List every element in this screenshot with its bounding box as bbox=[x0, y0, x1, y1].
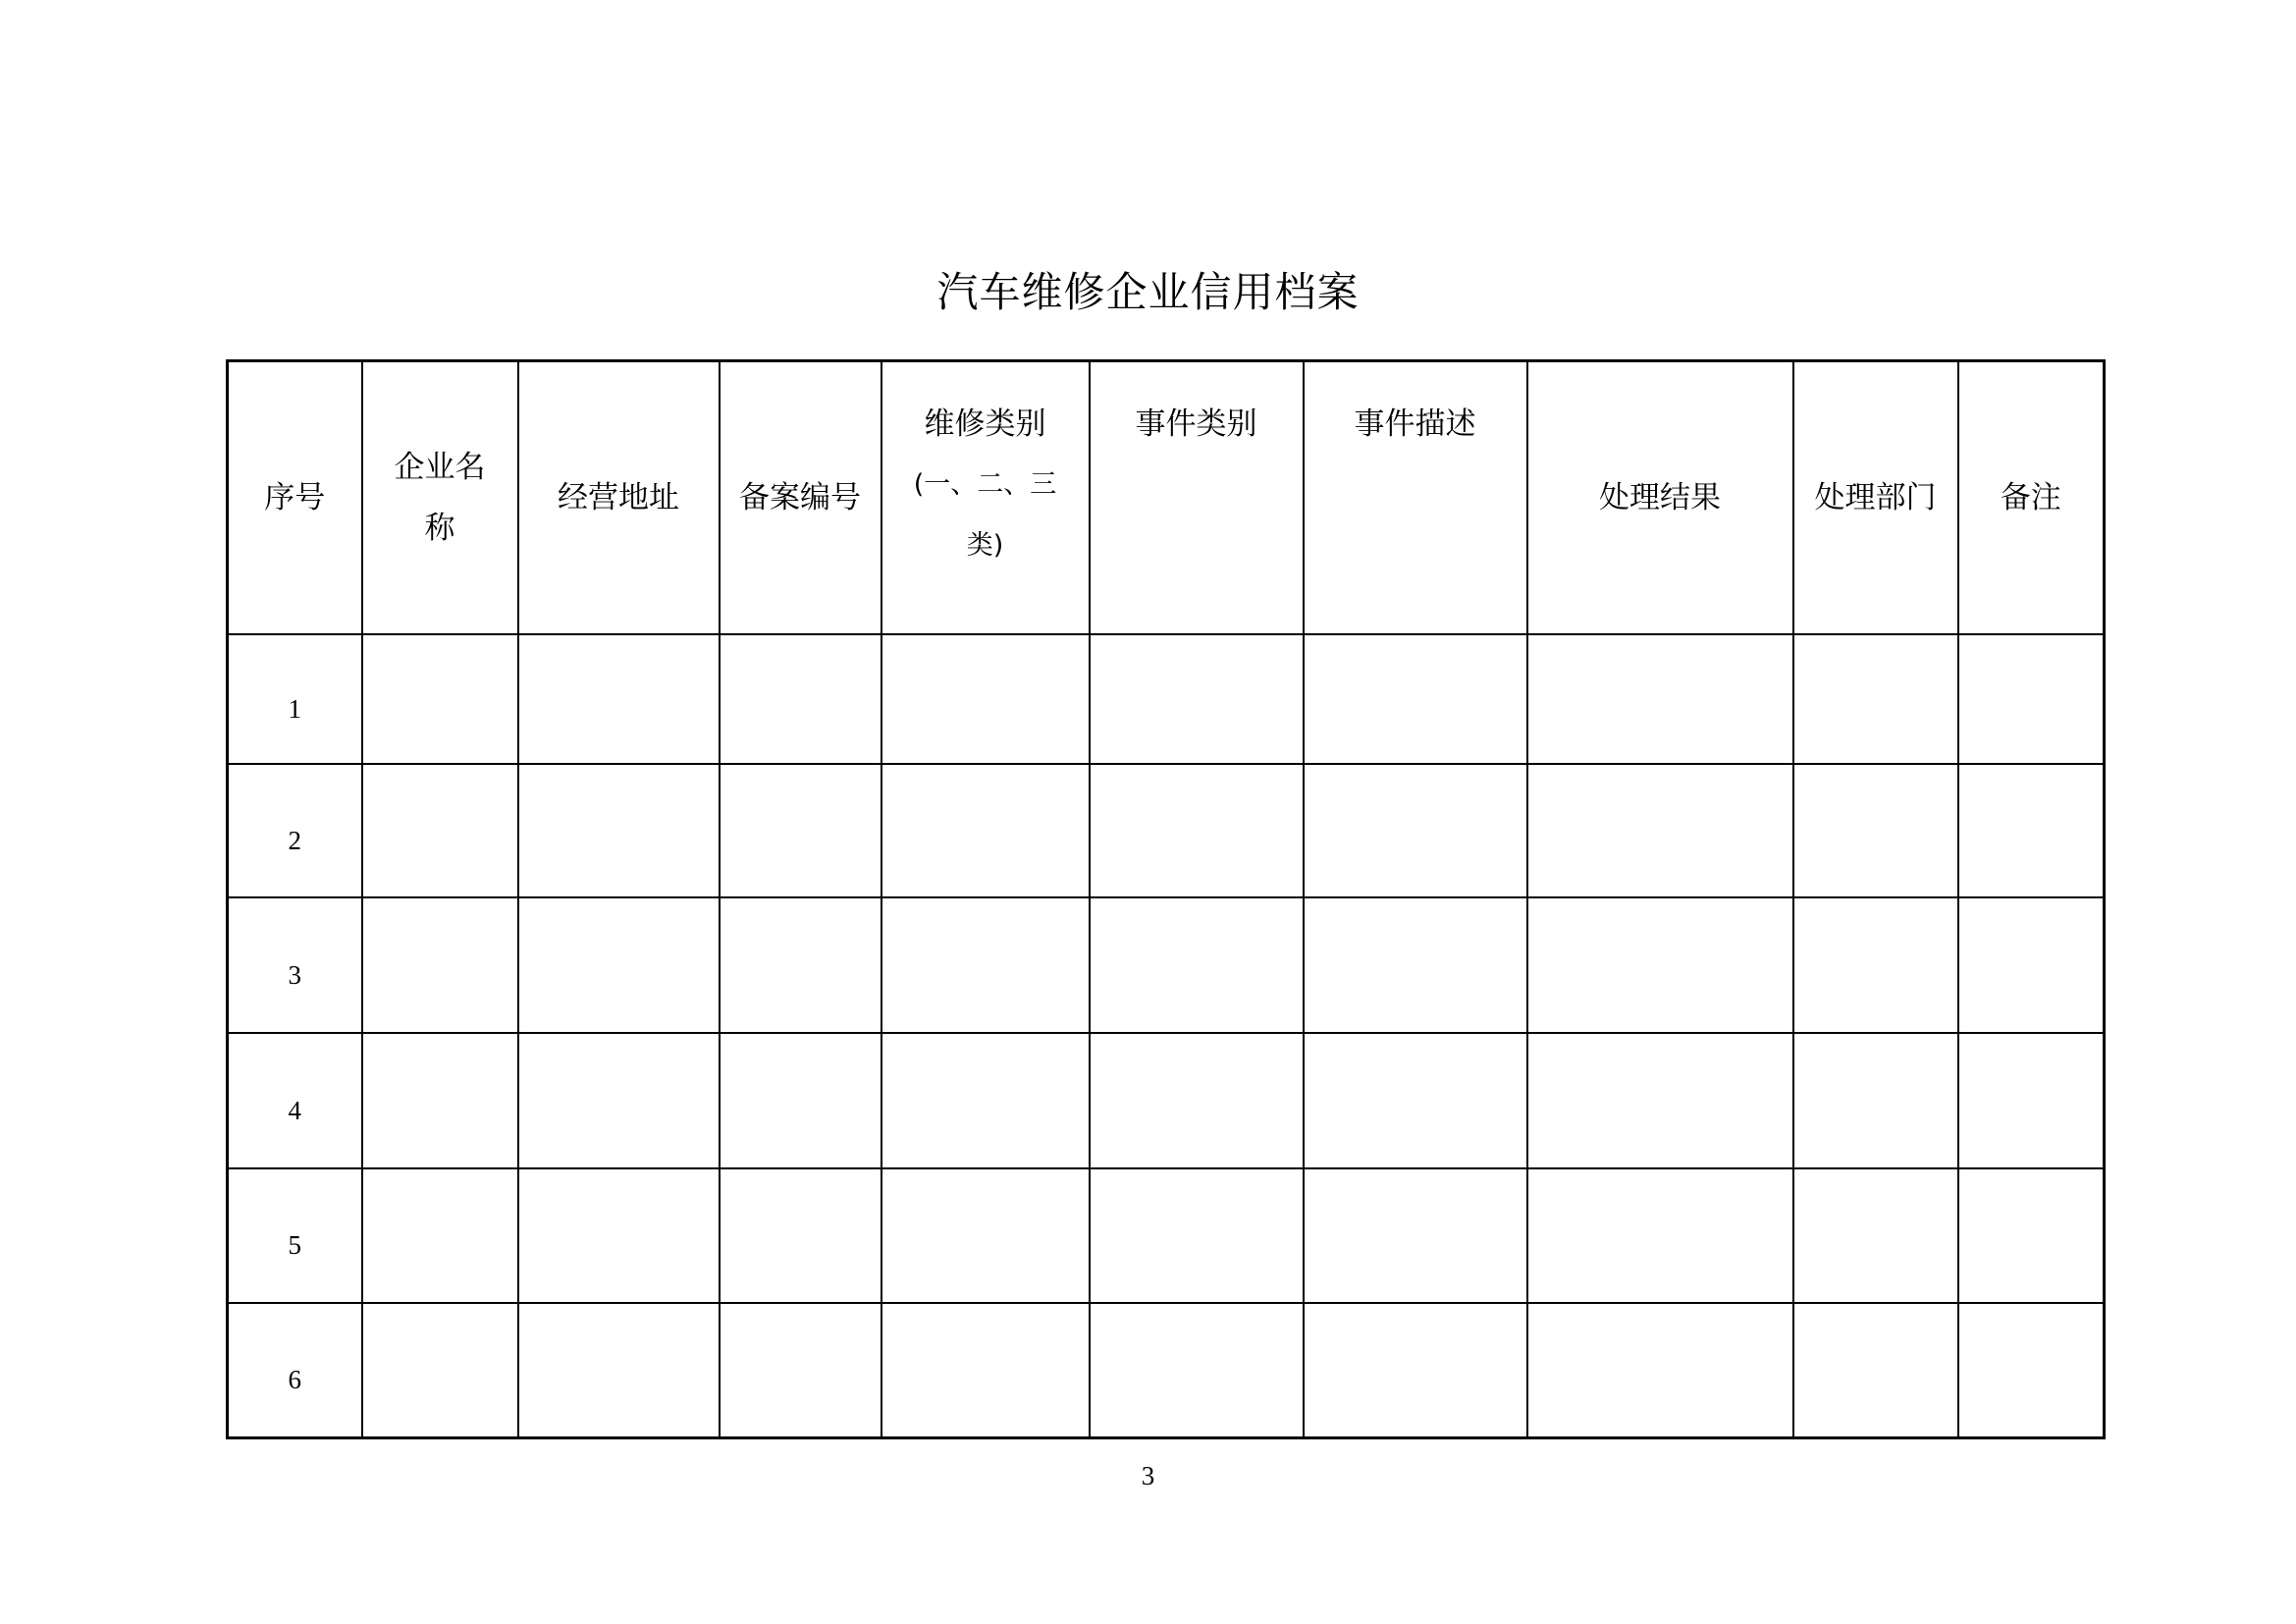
handling-result-cell[interactable] bbox=[1527, 897, 1793, 1033]
table-row bbox=[228, 634, 2105, 764]
header-business-address: 经营地址 bbox=[518, 361, 720, 635]
repair-category-cell[interactable] bbox=[881, 634, 1090, 764]
header-repair-category-note: (一、二、三类) bbox=[913, 469, 1057, 561]
remarks-cell[interactable] bbox=[1958, 1303, 2105, 1438]
business-address-cell[interactable] bbox=[518, 1303, 720, 1438]
remarks-cell[interactable] bbox=[1958, 897, 2105, 1033]
table-row bbox=[228, 764, 2105, 897]
filing-number-cell[interactable] bbox=[720, 1168, 881, 1303]
remarks-cell[interactable] bbox=[1958, 1168, 2105, 1303]
repair-category-cell[interactable] bbox=[881, 897, 1090, 1033]
header-handling-department: 处理部门 bbox=[1793, 361, 1958, 635]
repair-category-cell[interactable] bbox=[881, 1168, 1090, 1303]
handling-result-cell[interactable] bbox=[1527, 1033, 1793, 1168]
header-index: 序号 bbox=[228, 361, 362, 635]
company-name-cell[interactable] bbox=[362, 634, 518, 764]
table-header-row bbox=[228, 361, 2105, 635]
filing-number-cell[interactable] bbox=[720, 897, 881, 1033]
row-index: 2 bbox=[228, 764, 362, 897]
handling-department-cell[interactable] bbox=[1793, 634, 1958, 764]
page-number: 3 bbox=[1141, 1461, 1155, 1490]
handling-result-cell[interactable] bbox=[1527, 1303, 1793, 1438]
row-index: 5 bbox=[228, 1168, 362, 1303]
handling-department-cell[interactable] bbox=[1793, 1168, 1958, 1303]
event-description-cell[interactable] bbox=[1304, 634, 1527, 764]
handling-department-cell[interactable] bbox=[1793, 1303, 1958, 1438]
filing-number-cell[interactable] bbox=[720, 634, 881, 764]
event-category-cell[interactable] bbox=[1090, 1168, 1304, 1303]
row-index: 1 bbox=[228, 634, 362, 764]
header-company-name: 企业名称 bbox=[362, 361, 518, 635]
filing-number-cell[interactable] bbox=[720, 1303, 881, 1438]
table-row bbox=[228, 1303, 2105, 1438]
filing-number-cell[interactable] bbox=[720, 1033, 881, 1168]
event-description-cell[interactable] bbox=[1304, 1168, 1527, 1303]
row-index: 3 bbox=[228, 897, 362, 1033]
table-row bbox=[228, 897, 2105, 1033]
business-address-cell[interactable] bbox=[518, 764, 720, 897]
business-address-cell[interactable] bbox=[518, 1033, 720, 1168]
header-repair-category bbox=[881, 361, 1090, 635]
remarks-cell[interactable] bbox=[1958, 1033, 2105, 1168]
table-row bbox=[228, 1033, 2105, 1168]
event-category-cell[interactable] bbox=[1090, 1033, 1304, 1168]
remarks-cell[interactable] bbox=[1958, 764, 2105, 897]
repair-category-cell[interactable] bbox=[881, 1033, 1090, 1168]
credit-archive-table bbox=[226, 359, 2106, 1439]
company-name-cell[interactable] bbox=[362, 764, 518, 897]
filing-number-cell[interactable] bbox=[720, 764, 881, 897]
handling-result-cell[interactable] bbox=[1527, 1168, 1793, 1303]
handling-department-cell[interactable] bbox=[1793, 897, 1958, 1033]
company-name-cell[interactable] bbox=[362, 1303, 518, 1438]
company-name-cell[interactable] bbox=[362, 1168, 518, 1303]
header-repair-category-label: 维修类别 bbox=[924, 406, 1046, 442]
business-address-cell[interactable] bbox=[518, 634, 720, 764]
header-handling-result: 处理结果 bbox=[1527, 361, 1793, 635]
handling-result-cell[interactable] bbox=[1527, 634, 1793, 764]
event-category-cell[interactable] bbox=[1090, 1303, 1304, 1438]
business-address-cell[interactable] bbox=[518, 897, 720, 1033]
row-index: 6 bbox=[228, 1303, 362, 1438]
header-remarks: 备注 bbox=[1958, 361, 2105, 635]
event-category-cell[interactable] bbox=[1090, 764, 1304, 897]
header-filing-number: 备案编号 bbox=[720, 361, 881, 635]
header-event-description: 事件描述 bbox=[1304, 361, 1527, 635]
handling-department-cell[interactable] bbox=[1793, 1033, 1958, 1168]
event-category-cell[interactable] bbox=[1090, 634, 1304, 764]
page-title: 汽车维修企业信用档案 bbox=[936, 268, 1360, 316]
event-category-cell[interactable] bbox=[1090, 897, 1304, 1033]
handling-department-cell[interactable] bbox=[1793, 764, 1958, 897]
row-index: 4 bbox=[228, 1033, 362, 1168]
company-name-cell[interactable] bbox=[362, 1033, 518, 1168]
header-event-category: 事件类别 bbox=[1090, 361, 1304, 635]
business-address-cell[interactable] bbox=[518, 1168, 720, 1303]
company-name-cell[interactable] bbox=[362, 897, 518, 1033]
event-description-cell[interactable] bbox=[1304, 897, 1527, 1033]
table-row bbox=[228, 1168, 2105, 1303]
repair-category-cell[interactable] bbox=[881, 1303, 1090, 1438]
event-description-cell[interactable] bbox=[1304, 764, 1527, 897]
event-description-cell[interactable] bbox=[1304, 1303, 1527, 1438]
handling-result-cell[interactable] bbox=[1527, 764, 1793, 897]
remarks-cell[interactable] bbox=[1958, 634, 2105, 764]
event-description-cell[interactable] bbox=[1304, 1033, 1527, 1168]
repair-category-cell[interactable] bbox=[881, 764, 1090, 897]
